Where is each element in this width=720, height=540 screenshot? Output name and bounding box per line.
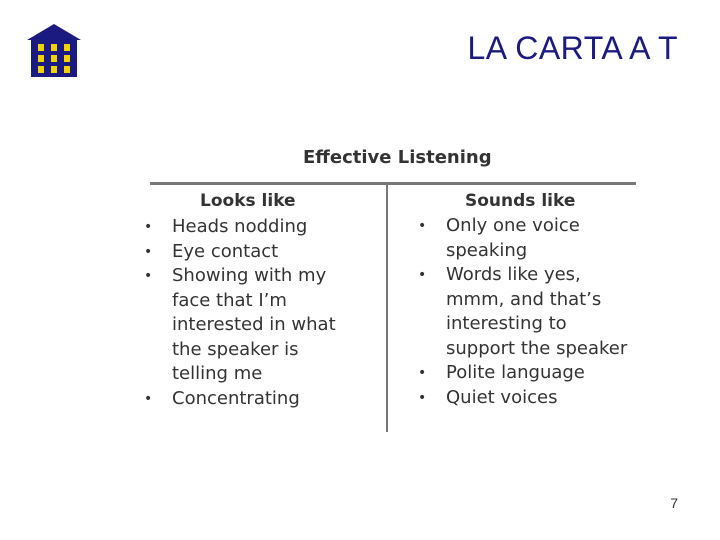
table-title: Effective Listening — [303, 147, 492, 168]
list-item — [418, 361, 643, 386]
list-item-text: Showing with my — [172, 265, 327, 286]
list-item-text: Concentrating — [172, 387, 300, 409]
bullet-icon: • — [418, 389, 427, 406]
list-item-text: Words like yes, — [446, 264, 581, 285]
column-divider — [386, 182, 388, 432]
looks-like-header: Looks like — [200, 191, 296, 211]
list-item — [144, 215, 374, 240]
list-item — [144, 240, 374, 265]
looks-like-list — [144, 215, 374, 411]
list-item-text: Heads nodding — [172, 216, 308, 237]
list-item-text: Polite language — [446, 362, 585, 383]
bullet-icon: • — [144, 219, 153, 235]
list-item-text: speaking — [446, 239, 528, 261]
list-item — [418, 386, 643, 411]
list-item-text: support the speaker — [446, 337, 628, 359]
list-item-text: face that I’m — [172, 289, 287, 311]
list-item-text: interesting to — [446, 313, 567, 334]
slide-title: LA CARTA A T — [467, 30, 678, 66]
sounds-like-header: Sounds like — [465, 191, 576, 211]
logo-roof — [27, 24, 81, 40]
list-item — [418, 214, 643, 263]
bullet-icon: • — [418, 365, 427, 381]
building-icon — [25, 22, 83, 78]
bullet-icon: • — [144, 268, 153, 284]
bullet-icon: • — [418, 267, 427, 283]
bullet-icon: • — [144, 243, 153, 260]
list-item — [144, 264, 374, 387]
list-item — [144, 387, 374, 412]
list-item-text: Eye contact — [172, 240, 279, 262]
list-item-text: mmm, and that’s — [446, 288, 602, 310]
slide-number: 7 — [670, 495, 678, 511]
header-divider — [150, 182, 636, 185]
sounds-like-list — [418, 214, 643, 410]
list-item-text: telling me — [172, 363, 263, 384]
list-item-text: interested in what — [172, 314, 336, 335]
list-item-text: Quiet voices — [446, 386, 558, 408]
bullet-icon: • — [418, 218, 427, 234]
list-item — [418, 263, 643, 361]
list-item-text: the speaker is — [172, 338, 299, 360]
list-item-text: Only one voice — [446, 215, 580, 236]
bullet-icon: • — [144, 390, 153, 407]
